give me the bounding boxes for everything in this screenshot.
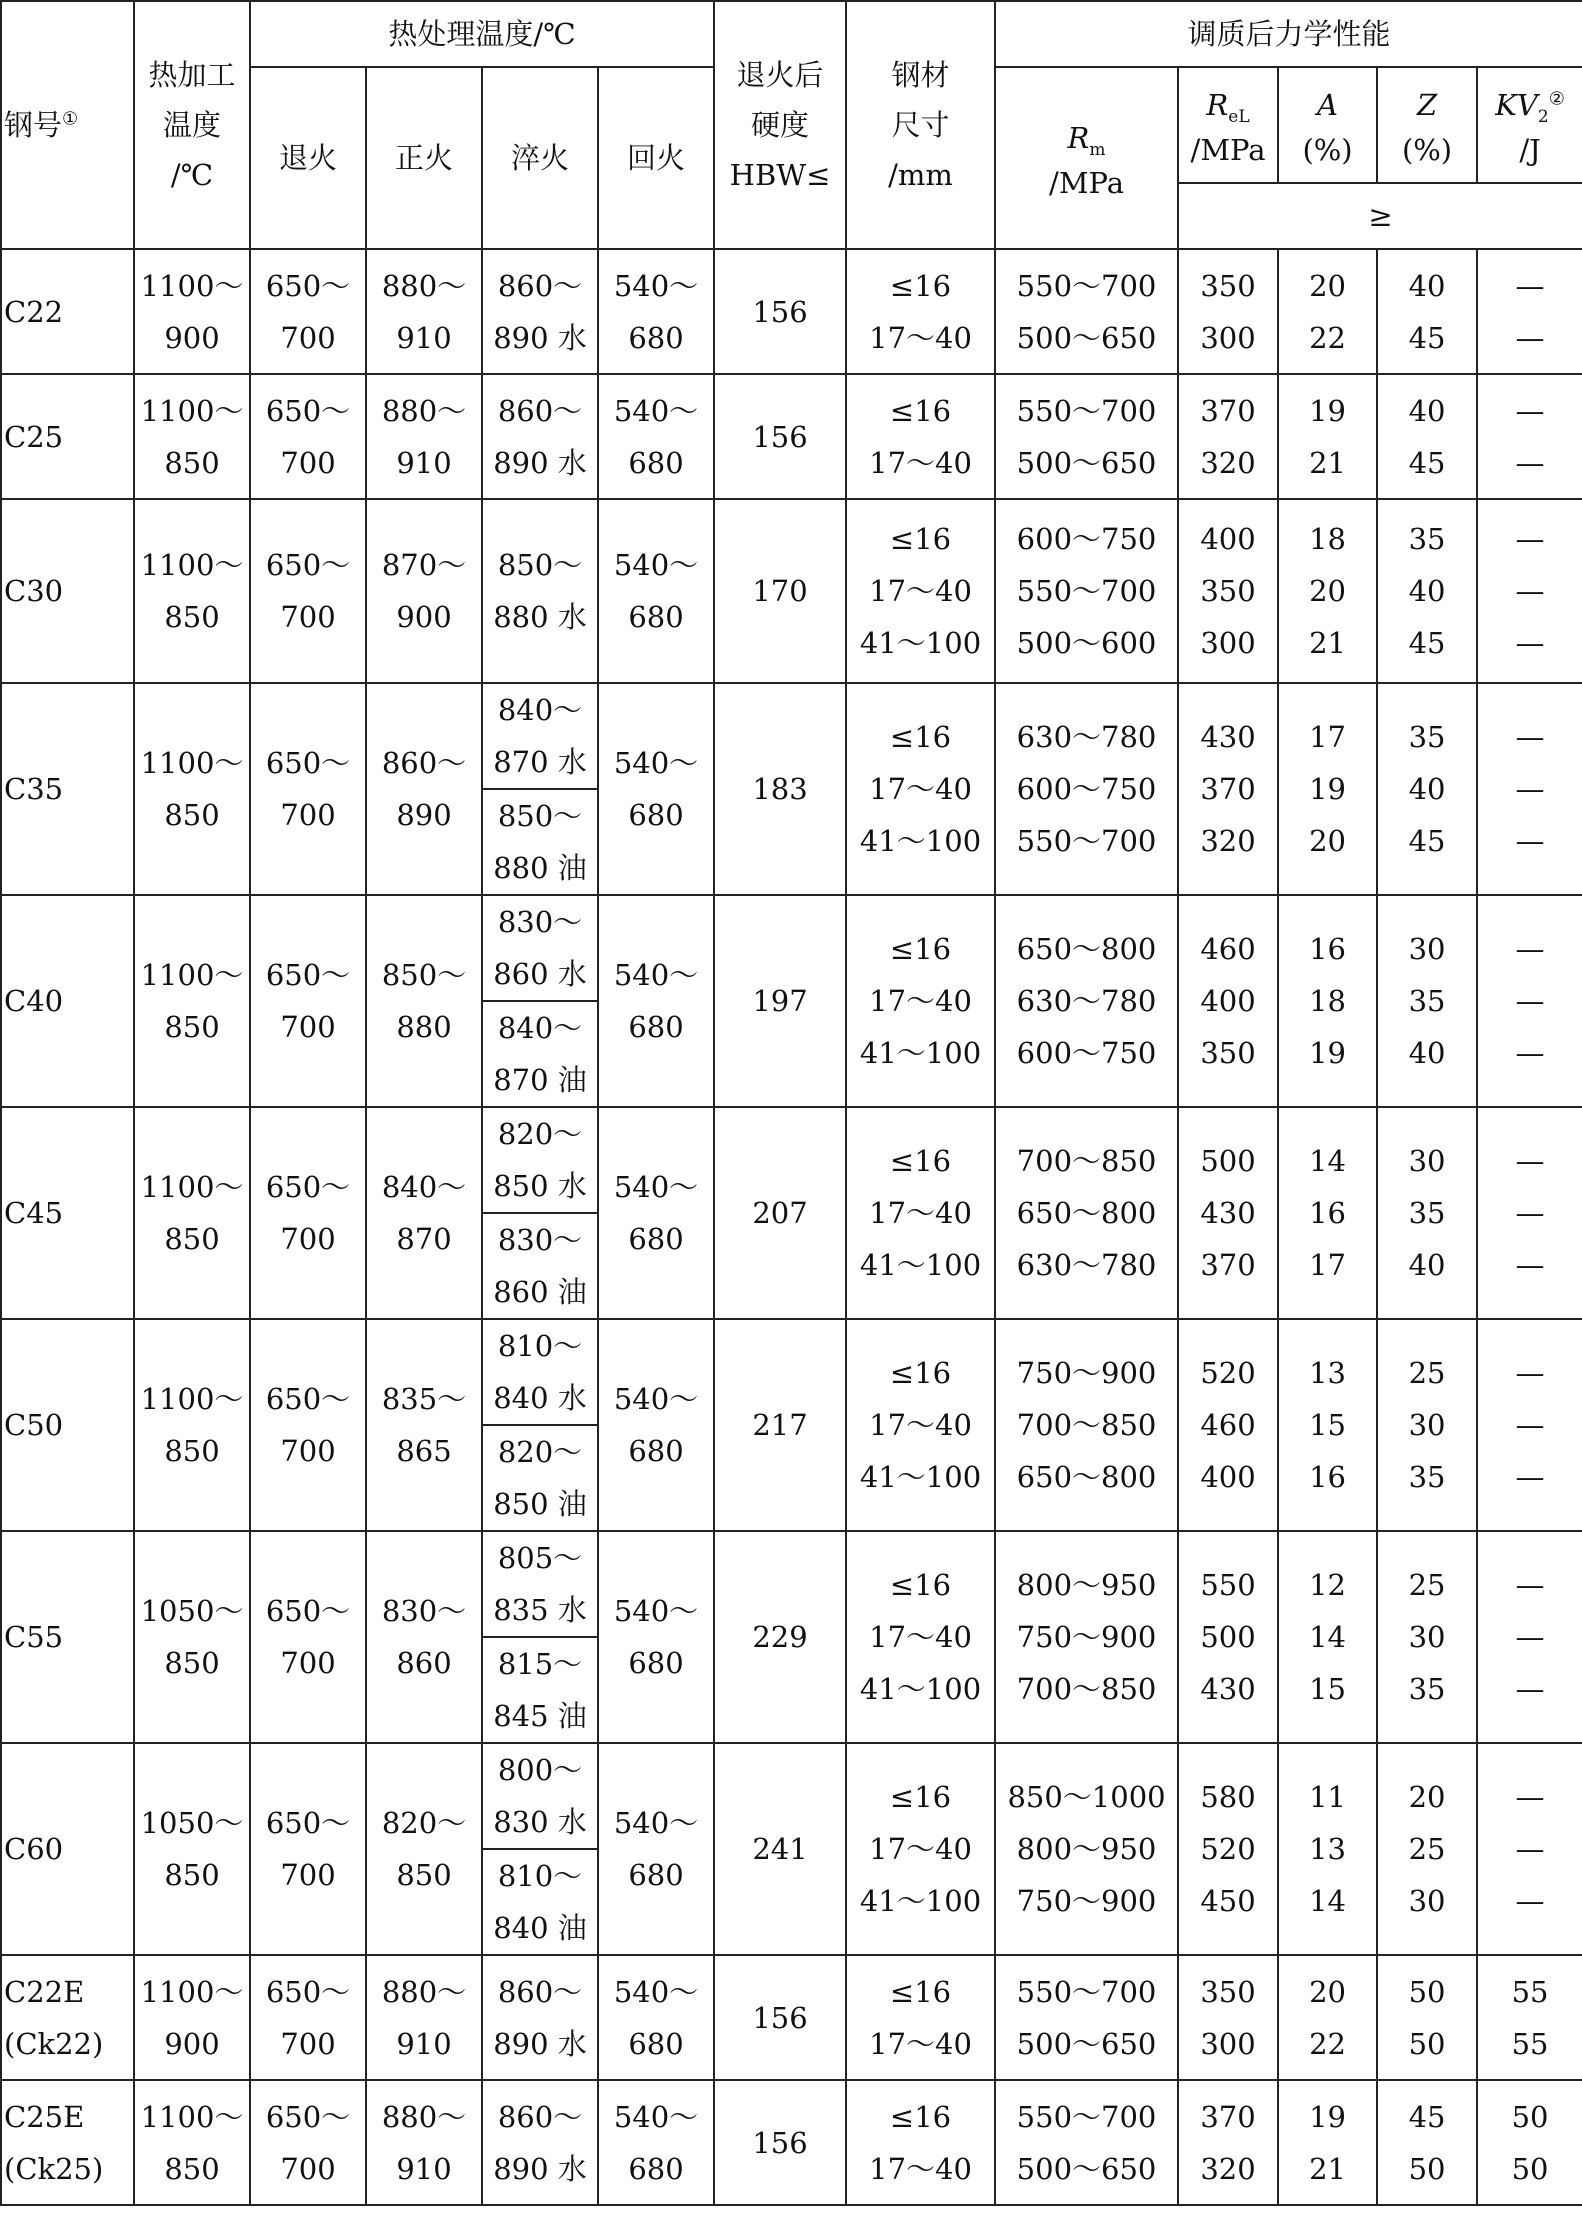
cell-normalize: 850～ 880 xyxy=(366,895,482,1107)
cell-kv2: — — xyxy=(1477,249,1582,374)
cell-a: 19 21 xyxy=(1278,374,1377,499)
cell-kv2: — — — xyxy=(1477,1107,1582,1319)
cell-quench-water: 860～ 890 水 xyxy=(482,374,598,499)
header-kv2: $KV_2^②$ /J xyxy=(1477,67,1582,183)
cell-temper: 540～ 680 xyxy=(598,374,714,499)
cell-anneal: 650～ 700 xyxy=(250,1531,366,1743)
cell-size: ≤16 17～40 xyxy=(846,1955,995,2080)
cell-rel: 520 460 400 xyxy=(1178,1319,1278,1531)
cell-rel: 580 520 450 xyxy=(1178,1743,1278,1955)
table-row xyxy=(1,1531,1582,1637)
cell-hot-work-temp: 1100～ 850 xyxy=(134,683,250,895)
cell-kv2: — — — xyxy=(1477,683,1582,895)
cell-z: 35 40 45 xyxy=(1377,683,1477,895)
cell-rel: 500 430 370 xyxy=(1178,1107,1278,1319)
cell-z: 35 40 45 xyxy=(1377,499,1477,683)
header-anneal: 退火 xyxy=(250,67,366,249)
cell-temper: 540～ 680 xyxy=(598,1743,714,1955)
cell-grade: C55 xyxy=(1,1531,134,1743)
cell-kv2: — — — xyxy=(1477,499,1582,683)
header-hardness: 退火后 硬度 HBW≤ xyxy=(714,1,846,249)
cell-temper: 540～ 680 xyxy=(598,895,714,1107)
cell-kv2: — — — xyxy=(1477,1531,1582,1743)
cell-z: 40 45 xyxy=(1377,374,1477,499)
cell-rel: 400 350 300 xyxy=(1178,499,1278,683)
cell-grade: C50 xyxy=(1,1319,134,1531)
cell-hot-work-temp: 1100～ 850 xyxy=(134,895,250,1107)
cell-grade: C25 xyxy=(1,374,134,499)
cell-hardness: 156 xyxy=(714,249,846,374)
cell-temper: 540～ 680 xyxy=(598,683,714,895)
cell-z: 45 50 xyxy=(1377,2080,1477,2205)
cell-normalize: 860～ 890 xyxy=(366,683,482,895)
cell-hot-work-temp: 1100～ 850 xyxy=(134,2080,250,2205)
cell-grade: C22E (Ck22) xyxy=(1,1955,134,2080)
cell-kv2: — — xyxy=(1477,374,1582,499)
cell-grade: C25E (Ck25) xyxy=(1,2080,134,2205)
cell-rel: 350 300 xyxy=(1178,1955,1278,2080)
cell-normalize: 820～ 850 xyxy=(366,1743,482,1955)
header-normalize: 正火 xyxy=(366,67,482,249)
cell-rm: 700～850 650～800 630～780 xyxy=(995,1107,1178,1319)
cell-z: 30 35 40 xyxy=(1377,895,1477,1107)
header-hot-work-temp: 热加工 温度 /℃ xyxy=(134,1,250,249)
cell-temper: 540～ 680 xyxy=(598,1955,714,2080)
cell-a: 14 16 17 xyxy=(1278,1107,1377,1319)
cell-a: 17 19 20 xyxy=(1278,683,1377,895)
cell-grade: C60 xyxy=(1,1743,134,1955)
cell-quench-oil: 815～ 845 油 xyxy=(482,1637,598,1743)
cell-quench-water: 830～ 860 水 xyxy=(482,895,598,1001)
cell-hardness: 197 xyxy=(714,895,846,1107)
cell-hardness: 207 xyxy=(714,1107,846,1319)
header-grade: 钢号① xyxy=(1,1,134,249)
header-mechanical-props: 调质后力学性能 xyxy=(995,1,1582,67)
cell-rm: 650～800 630～780 600～750 xyxy=(995,895,1178,1107)
cell-size: ≤16 17～40 41～100 xyxy=(846,499,995,683)
cell-rm: 550～700 500～650 xyxy=(995,1955,1178,2080)
cell-quench-oil: 840～ 870 油 xyxy=(482,1001,598,1107)
cell-kv2: — — — xyxy=(1477,1319,1582,1531)
table-row xyxy=(1,1319,1582,1425)
cell-rm: 550～700 500～650 xyxy=(995,2080,1178,2205)
cell-anneal: 650～ 700 xyxy=(250,499,366,683)
cell-grade: C35 xyxy=(1,683,134,895)
cell-z: 25 30 35 xyxy=(1377,1531,1477,1743)
cell-normalize: 835～ 865 xyxy=(366,1319,482,1531)
table-row xyxy=(1,895,1582,1001)
cell-hardness: 156 xyxy=(714,2080,846,2205)
cell-a: 20 22 xyxy=(1278,1955,1377,2080)
cell-size: ≤16 17～40 41～100 xyxy=(846,1107,995,1319)
cell-kv2: — — — xyxy=(1477,895,1582,1107)
cell-rm: 600～750 550～700 500～600 xyxy=(995,499,1178,683)
cell-rm: 550～700 500～650 xyxy=(995,249,1178,374)
cell-quench-water: 800～ 830 水 xyxy=(482,1743,598,1849)
cell-rm: 850～1000 800～950 750～900 xyxy=(995,1743,1178,1955)
table-row xyxy=(1,683,1582,789)
cell-rm: 750～900 700～850 650～800 xyxy=(995,1319,1178,1531)
cell-a: 18 20 21 xyxy=(1278,499,1377,683)
cell-normalize: 830～ 860 xyxy=(366,1531,482,1743)
cell-z: 50 50 xyxy=(1377,1955,1477,2080)
table-row xyxy=(1,1743,1582,1849)
cell-quench-water: 840～ 870 水 xyxy=(482,683,598,789)
table-body xyxy=(1,249,1582,2205)
cell-size: ≤16 17～40 41～100 xyxy=(846,1743,995,1955)
header-rm: $R_m$ /MPa xyxy=(995,67,1178,249)
cell-anneal: 650～ 700 xyxy=(250,1107,366,1319)
cell-temper: 540～ 680 xyxy=(598,1531,714,1743)
cell-normalize: 880～ 910 xyxy=(366,249,482,374)
cell-anneal: 650～ 700 xyxy=(250,1955,366,2080)
table-row xyxy=(1,499,1582,683)
cell-size: ≤16 17～40 xyxy=(846,249,995,374)
cell-quench-water: 820～ 850 水 xyxy=(482,1107,598,1213)
cell-hot-work-temp: 1100～ 850 xyxy=(134,1107,250,1319)
cell-quench-water: 810～ 840 水 xyxy=(482,1319,598,1425)
table-row xyxy=(1,249,1582,374)
cell-hot-work-temp: 1100～ 850 xyxy=(134,499,250,683)
cell-anneal: 650～ 700 xyxy=(250,683,366,895)
cell-temper: 540～ 680 xyxy=(598,1107,714,1319)
header-min-sign: ≥ xyxy=(1178,183,1582,249)
table-row xyxy=(1,2080,1582,2205)
cell-quench-oil: 820～ 850 油 xyxy=(482,1425,598,1531)
cell-hardness: 156 xyxy=(714,1955,846,2080)
cell-quench-oil: 810～ 840 油 xyxy=(482,1849,598,1955)
cell-rel: 460 400 350 xyxy=(1178,895,1278,1107)
cell-grade: C22 xyxy=(1,249,134,374)
cell-grade: C40 xyxy=(1,895,134,1107)
cell-quench-oil: 850～ 880 油 xyxy=(482,789,598,895)
cell-hardness: 183 xyxy=(714,683,846,895)
table-row xyxy=(1,1107,1582,1213)
cell-hot-work-temp: 1100～ 850 xyxy=(134,1319,250,1531)
cell-temper: 540～ 680 xyxy=(598,249,714,374)
cell-a: 16 18 19 xyxy=(1278,895,1377,1107)
cell-hardness: 241 xyxy=(714,1743,846,1955)
cell-rel: 370 320 xyxy=(1178,2080,1278,2205)
cell-z: 25 30 35 xyxy=(1377,1319,1477,1531)
cell-size: ≤16 17～40 41～100 xyxy=(846,683,995,895)
header-heat-treatment: 热处理温度/℃ xyxy=(250,1,714,67)
cell-quench-water: 805～ 835 水 xyxy=(482,1531,598,1637)
cell-anneal: 650～ 700 xyxy=(250,1743,366,1955)
cell-anneal: 650～ 700 xyxy=(250,1319,366,1531)
header-temper: 回火 xyxy=(598,67,714,249)
cell-z: 30 35 40 xyxy=(1377,1107,1477,1319)
header-rel: $R_{eL}$ /MPa xyxy=(1178,67,1278,183)
cell-hardness: 217 xyxy=(714,1319,846,1531)
header-a: A (%) xyxy=(1278,67,1377,183)
cell-kv2: 55 55 xyxy=(1477,1955,1582,2080)
cell-a: 20 22 xyxy=(1278,249,1377,374)
cell-grade: C30 xyxy=(1,499,134,683)
cell-z: 20 25 30 xyxy=(1377,1743,1477,1955)
cell-hardness: 229 xyxy=(714,1531,846,1743)
cell-normalize: 880～ 910 xyxy=(366,2080,482,2205)
cell-hot-work-temp: 1100～ 850 xyxy=(134,374,250,499)
cell-a: 19 21 xyxy=(1278,2080,1377,2205)
header-z: Z (%) xyxy=(1377,67,1477,183)
cell-a: 11 13 14 xyxy=(1278,1743,1377,1955)
table-row xyxy=(1,1955,1582,2080)
cell-temper: 540～ 680 xyxy=(598,1319,714,1531)
header-size: 钢材 尺寸 /mm xyxy=(846,1,995,249)
cell-normalize: 880～ 910 xyxy=(366,374,482,499)
cell-size: ≤16 17～40 41～100 xyxy=(846,1531,995,1743)
cell-a: 13 15 16 xyxy=(1278,1319,1377,1531)
cell-normalize: 870～ 900 xyxy=(366,499,482,683)
cell-size: ≤16 17～40 xyxy=(846,2080,995,2205)
cell-quench-oil: 830～ 860 油 xyxy=(482,1213,598,1319)
cell-kv2: — — — xyxy=(1477,1743,1582,1955)
cell-quench-water: 860～ 890 水 xyxy=(482,2080,598,2205)
cell-quench-water: 850～ 880 水 xyxy=(482,499,598,683)
cell-hot-work-temp: 1100～ 900 xyxy=(134,1955,250,2080)
cell-rel: 550 500 430 xyxy=(1178,1531,1278,1743)
cell-normalize: 840～ 870 xyxy=(366,1107,482,1319)
cell-hot-work-temp: 1050～ 850 xyxy=(134,1743,250,1955)
cell-size: ≤16 17～40 41～100 xyxy=(846,895,995,1107)
cell-size: ≤16 17～40 41～100 xyxy=(846,1319,995,1531)
cell-rm: 800～950 750～900 700～850 xyxy=(995,1531,1178,1743)
cell-anneal: 650～ 700 xyxy=(250,895,366,1107)
cell-normalize: 880～ 910 xyxy=(366,1955,482,2080)
cell-anneal: 650～ 700 xyxy=(250,249,366,374)
cell-rel: 370 320 xyxy=(1178,374,1278,499)
cell-z: 40 45 xyxy=(1377,249,1477,374)
cell-quench-water: 860～ 890 水 xyxy=(482,1955,598,2080)
header-quench: 淬火 xyxy=(482,67,598,249)
cell-hot-work-temp: 1050～ 850 xyxy=(134,1531,250,1743)
cell-rm: 550～700 500～650 xyxy=(995,374,1178,499)
cell-kv2: 50 50 xyxy=(1477,2080,1582,2205)
cell-temper: 540～ 680 xyxy=(598,2080,714,2205)
cell-hardness: 156 xyxy=(714,374,846,499)
cell-size: ≤16 17～40 xyxy=(846,374,995,499)
cell-anneal: 650～ 700 xyxy=(250,374,366,499)
cell-hardness: 170 xyxy=(714,499,846,683)
cell-hot-work-temp: 1100～ 900 xyxy=(134,249,250,374)
cell-rm: 630～780 600～750 550～700 xyxy=(995,683,1178,895)
cell-grade: C45 xyxy=(1,1107,134,1319)
cell-temper: 540～ 680 xyxy=(598,499,714,683)
cell-quench-water: 860～ 890 水 xyxy=(482,249,598,374)
cell-rel: 430 370 320 xyxy=(1178,683,1278,895)
table-row xyxy=(1,374,1582,499)
cell-anneal: 650～ 700 xyxy=(250,2080,366,2205)
cell-a: 12 14 15 xyxy=(1278,1531,1377,1743)
cell-rel: 350 300 xyxy=(1178,249,1278,374)
